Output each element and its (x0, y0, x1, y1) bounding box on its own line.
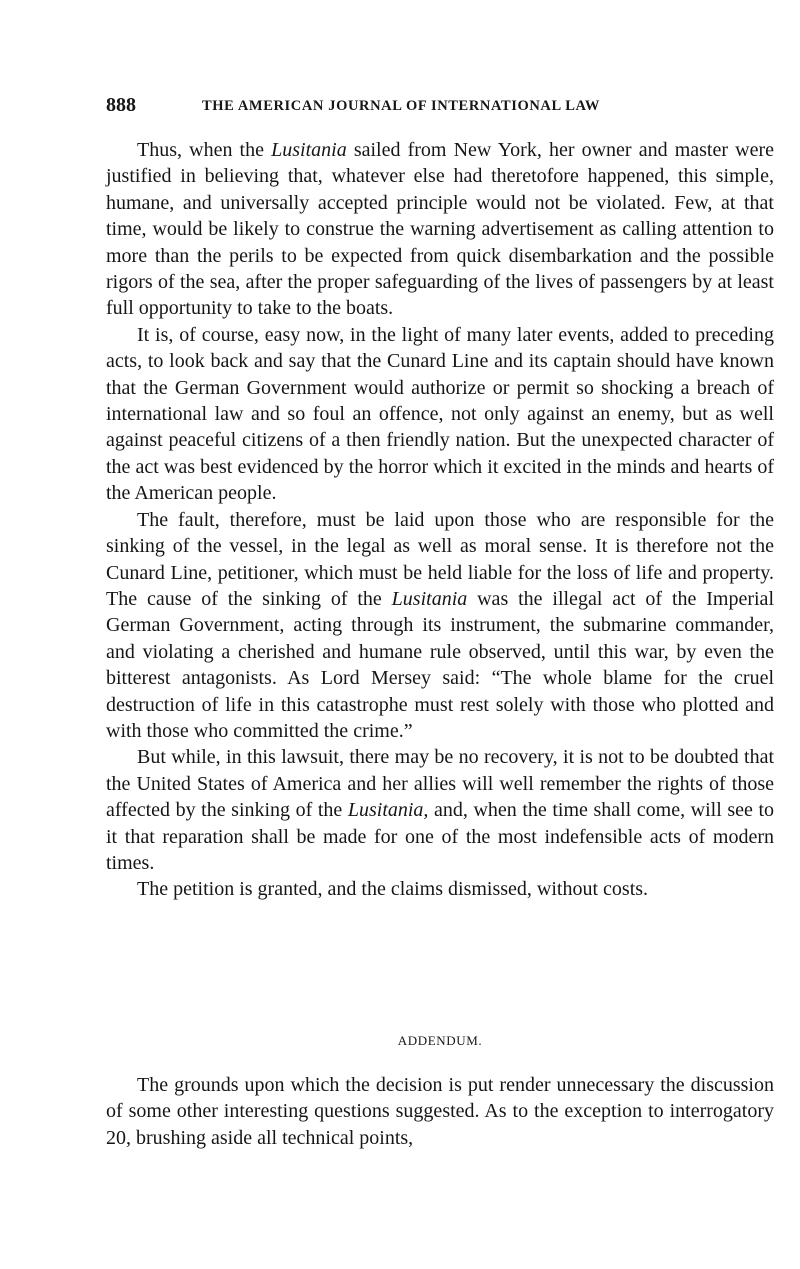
text-segment: It is, of course, easy now, in the light of many later events, added to preceding acts, to look back and say that the Cunard Line and its captain should have known that the German Government would authorize or permit so shocking a breach of international law and so foul an offence, not only against an enemy, but as well against peaceful citizens of a then friendly nation. But the unexpected character of the act was best evidenced by the horror which it excited in the minds and hearts of the American people. (106, 323, 774, 505)
page-number: 888 (106, 94, 136, 116)
paragraph-2 (106, 322, 774, 507)
page-header (106, 90, 774, 120)
ship-name-italic: Lusitania (271, 139, 347, 161)
paragraph-1 (106, 137, 774, 322)
addendum-text (106, 1072, 774, 1151)
ship-name-italic: Lusitania (391, 587, 468, 610)
text-segment: The petition is granted, and the claims dismissed, without costs. (137, 878, 649, 901)
running-head: THE AMERICAN JOURNAL OF INTERNATIONAL LAW (202, 98, 601, 114)
text-segment: The grounds upon which the decision is put render unnecessary the discussion of some other interesting questions suggested. As to the exception to interrogatory 20, brushing aside all technical points, (106, 1074, 774, 1149)
text-segment: was the illegal act of the Imperial German Government, acting through its instrument, the submarine commander, and violating a cherished and humane rule observed, until this war, by even the bitterest antagonists. As Lord Mersey said: “The whole blame for the cruel destruction of life in this catastrophe must rest solely with those who plotted and with those who committed the crime.” (106, 587, 774, 742)
text-segment: The fault, therefore, must be laid upon those who are responsible for the sinking of the vessel, in the legal as well as moral sense. It is therefore not the Cunard Line, petitioner, which must be held liable for the loss of life and property. The cause of the sinking of the (106, 508, 774, 610)
paragraph-4 (106, 744, 774, 876)
addendum-paragraph-1 (106, 1072, 774, 1151)
text-segment: and, when the time shall come, will see to it that reparation shall be made for one of the most indefensible acts of modern times. (106, 799, 775, 874)
text-segment: Thus, when the (137, 139, 272, 161)
text-segment: sailed from New York, her owner and master were justified in believing that, whatever else had theretofore happened, this simple, humane, and universally accepted principle would not be violated. Few, at that time, would be likely to construe the warning advertisement as calling attention to more than the perils to be expected from quick disembarkation and the possible rigors of the sea, after the proper safeguarding of the lives of passengers by at least full opportunity to take to the boats. (106, 139, 774, 320)
addendum-heading: ADDENDUM. (397, 1033, 483, 1048)
paragraph-3 (106, 507, 774, 745)
ship-name-italic: Lusitania, (347, 799, 429, 822)
main-text (106, 137, 774, 903)
text-segment: But while, in this lawsuit, there may be no recovery, it is not to be doubted that the United States of America and her allies will well remember the rights of those affected by the sinking of the (106, 746, 774, 822)
paragraph-5 (106, 876, 774, 902)
